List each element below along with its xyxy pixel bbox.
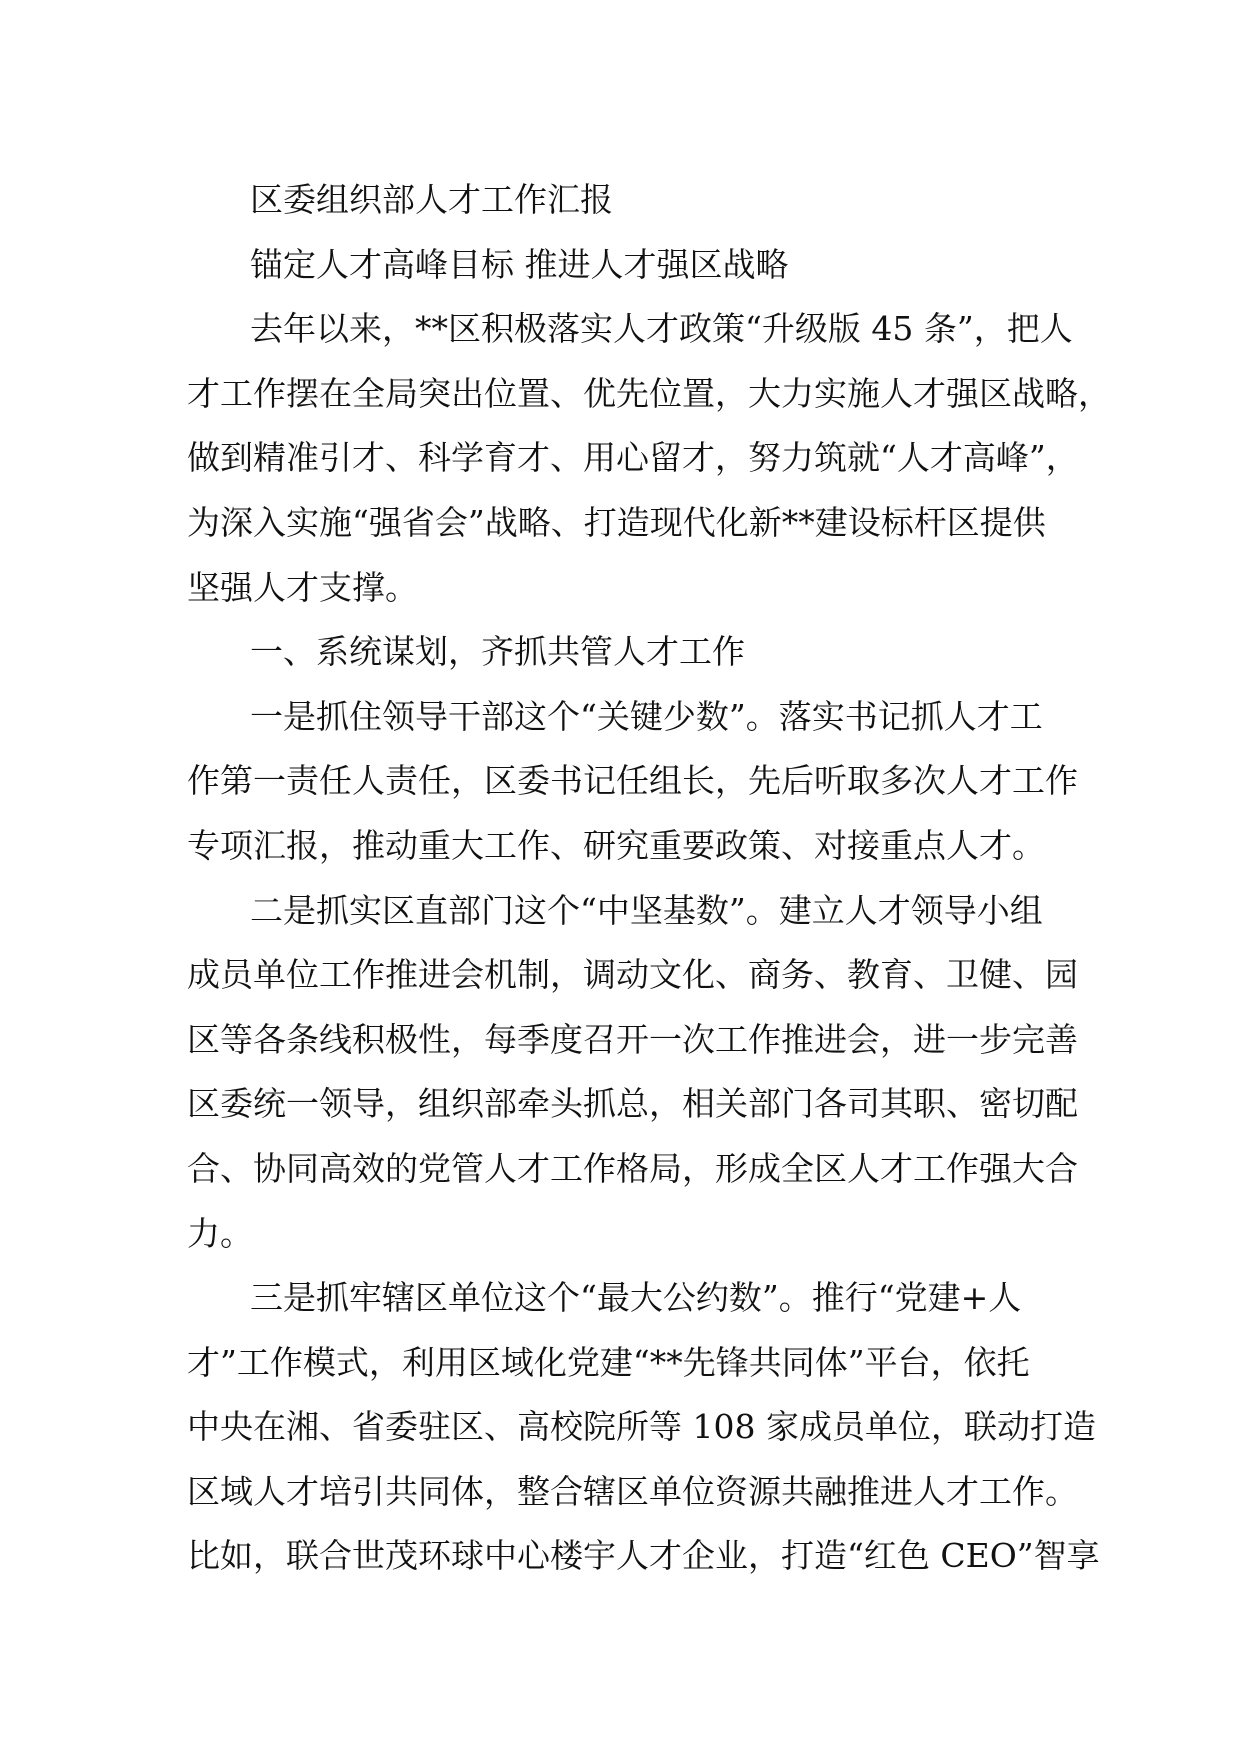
document-text — [187, 297, 1111, 1589]
document-body — [187, 168, 1111, 1589]
text-line: 合、协同高效的党管人才工作格局，形成全区人才工作强大合 — [187, 1148, 1078, 1188]
text-line: 区域人才培引共同体，整合辖区单位资源共融推进人才工作。 — [187, 1471, 1078, 1511]
text-line: 去年以来，**区积极落实人才政策“升级版 45 条”，把人 — [250, 309, 1073, 349]
text-line: 才工作摆在全局突出位置、优先位置，大力实施人才强区战略， — [187, 373, 1111, 413]
text-line: 为深入实施“强省会”战略、打造现代化新**建设标杆区提供 — [187, 502, 1046, 542]
document-subtitle: 锚定人才高峰目标 推进人才强区战略 — [250, 244, 789, 284]
document-title: 区委组织部人才工作汇报 — [250, 180, 613, 219]
text-line: 专项汇报，推动重大工作、研究重要政策、对接重点人才。 — [187, 825, 1045, 865]
text-line: 三是抓牢辖区单位这个“最大公约数”。推行“党建+人 — [250, 1278, 1022, 1318]
text-line: 一、系统谋划，齐抓共管人才工作 — [250, 632, 745, 672]
text-line: 中央在湘、省委驻区、高校院所等 108 家成员单位，联动打造 — [187, 1407, 1096, 1447]
text-line: 才”工作模式，利用区域化党建“**先锋共同体”平台，依托 — [187, 1342, 1030, 1382]
text-line: 二是抓实区直部门这个“中坚基数”。建立人才领导小组 — [250, 890, 1043, 930]
text-line: 一是抓住领导干部这个“关键少数”。落实书记抓人才工 — [250, 696, 1043, 736]
text-line: 力。 — [187, 1213, 253, 1253]
text-line: 区委统一领导，组织部牵头抓总，相关部门各司其职、密切配 — [187, 1084, 1078, 1124]
text-line: 作第一责任人责任，区委书记任组长，先后听取多次人才工作 — [187, 761, 1078, 801]
text-line: 做到精准引才、科学育才、用心留才，努力筑就“人才高峰”， — [187, 438, 1079, 478]
text-line: 比如，联合世茂环球中心楼宇人才企业，打造“红色 CEO”智享 — [187, 1536, 1100, 1576]
text-line: 区等各条线积极性，每季度召开一次工作推进会，进一步完善 — [187, 1019, 1078, 1059]
text-line: 坚强人才支撑。 — [187, 567, 418, 607]
text-line: 成员单位工作推进会机制，调动文化、商务、教育、卫健、园 — [187, 955, 1078, 995]
